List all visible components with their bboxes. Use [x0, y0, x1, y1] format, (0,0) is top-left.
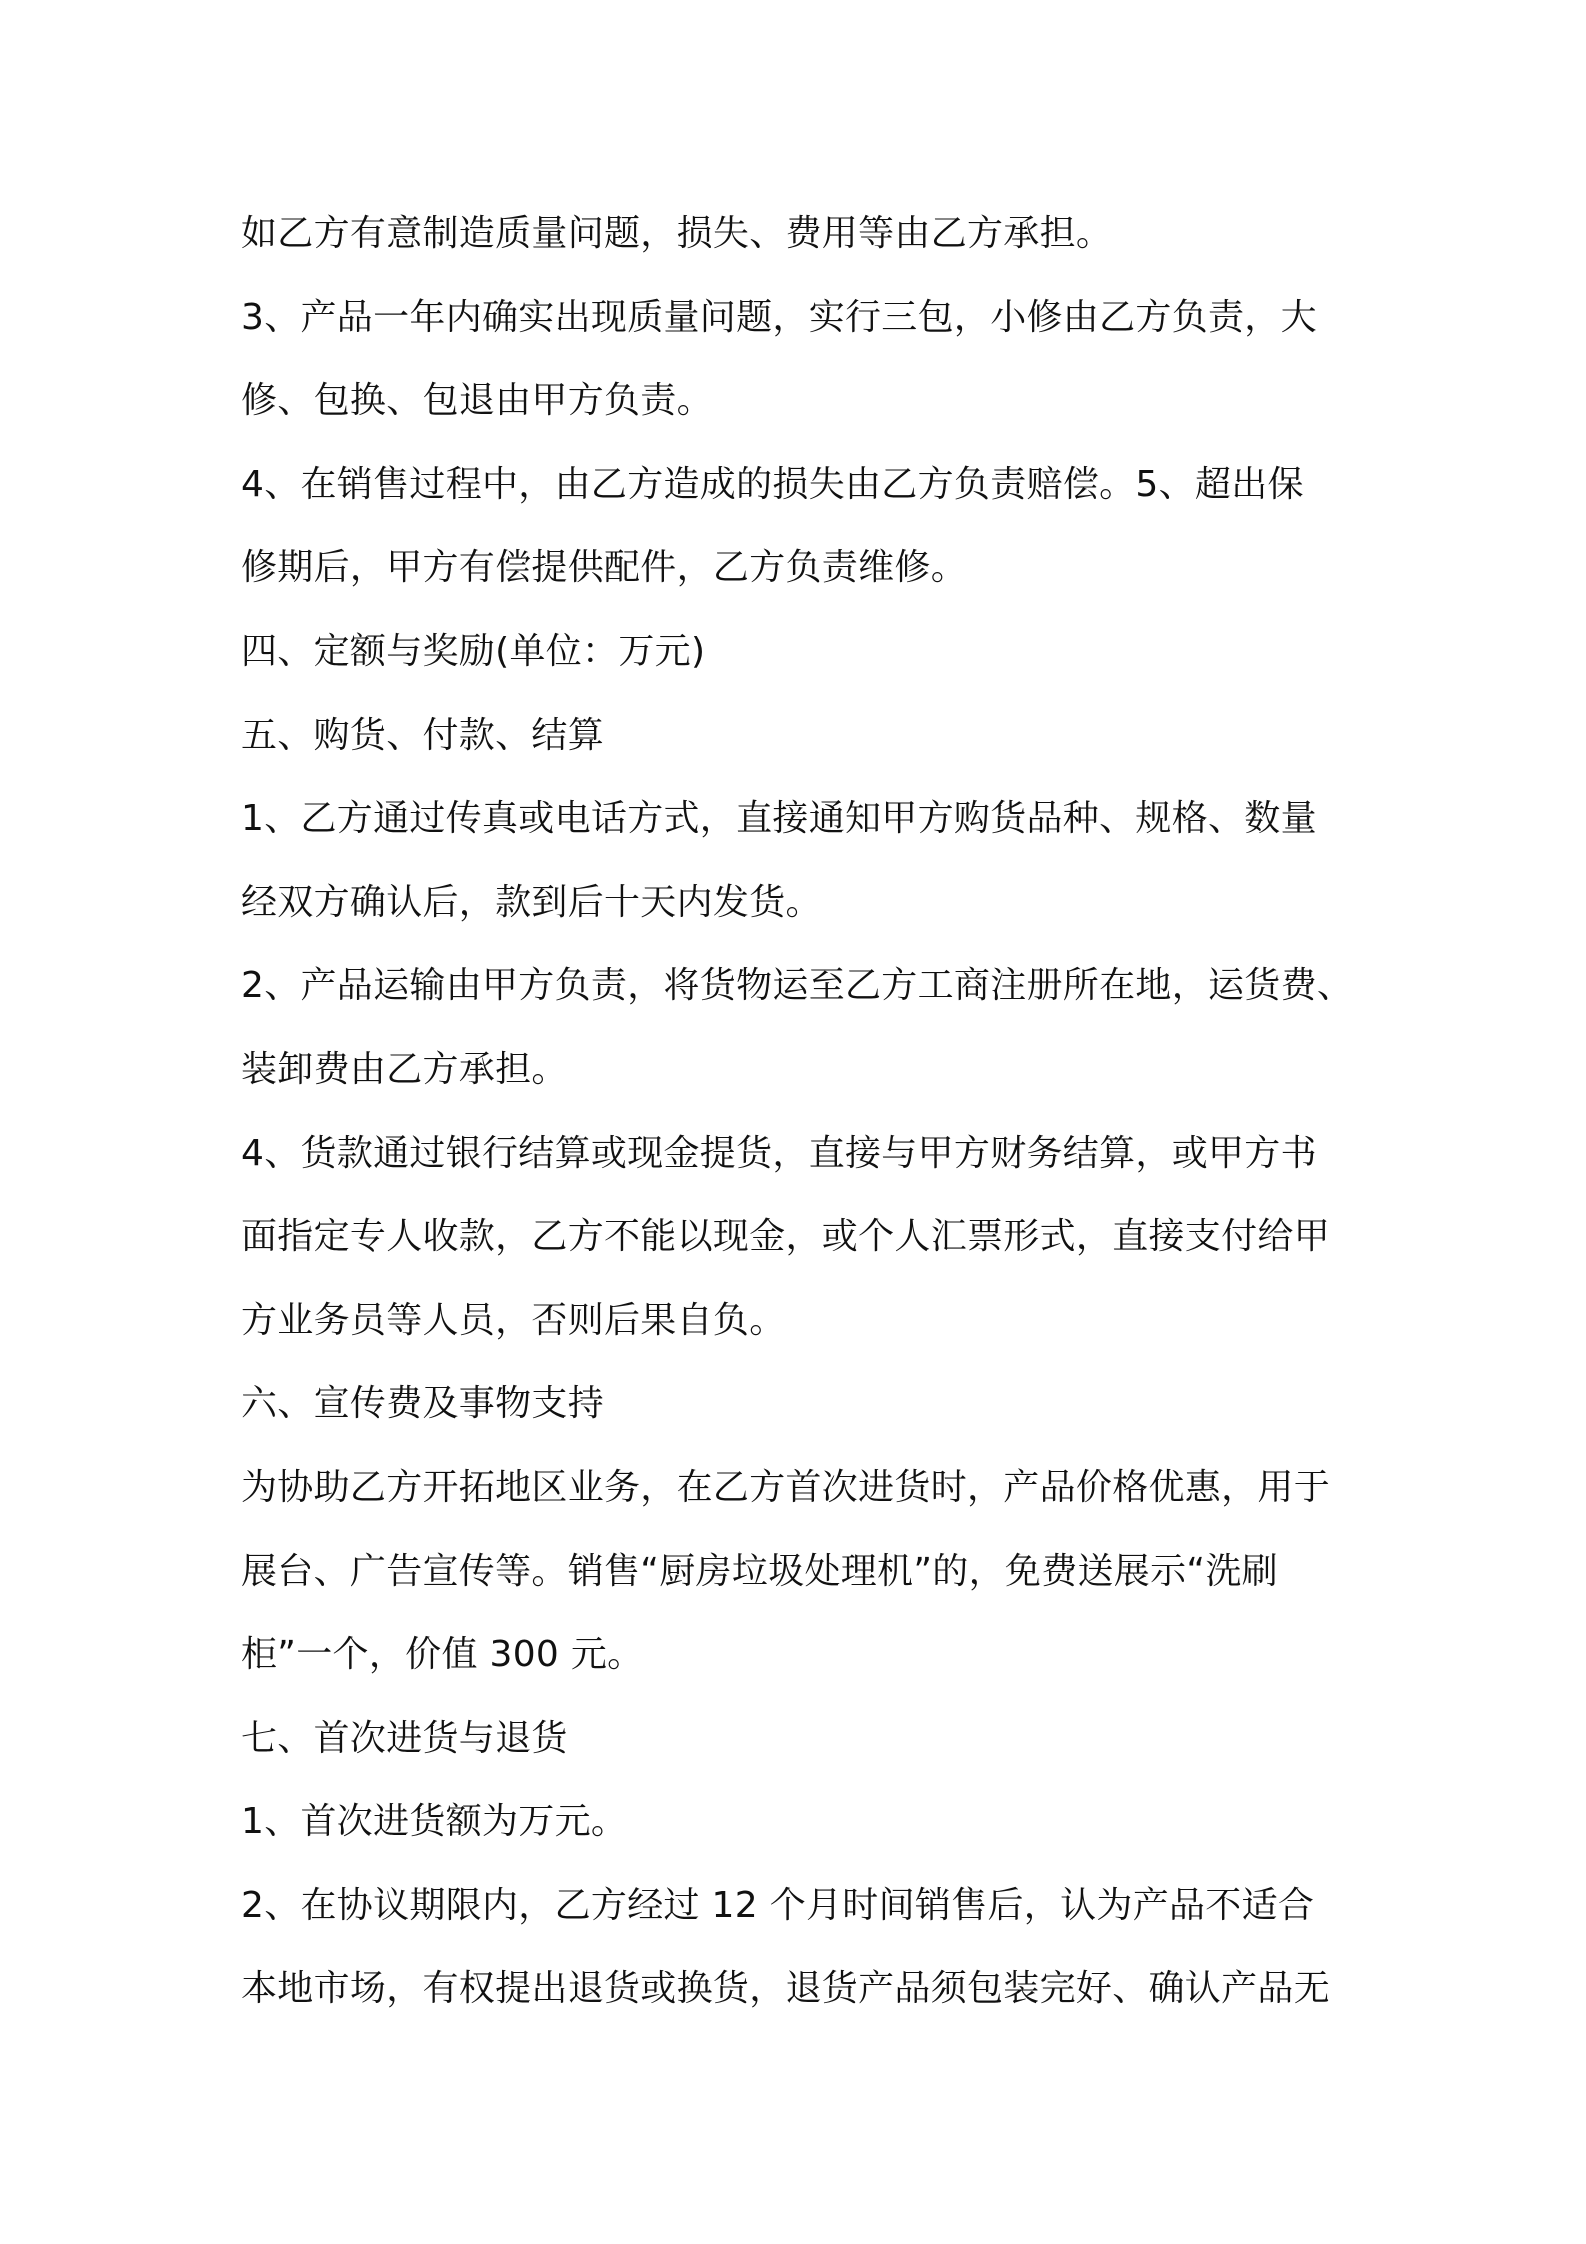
- text-line: 装卸费由乙方承担。: [241, 1048, 568, 1090]
- text-line: 1、首次进货额为万元。: [241, 1801, 628, 1843]
- text-line: 2、产品运输由甲方负责，将货物运至乙方工商注册所在地，运货费、: [241, 965, 1354, 1007]
- section-heading: 六、宣传费及事物支持: [241, 1383, 605, 1425]
- text-line: 本地市场，有权提出退货或换货，退货产品须包装完好、确认产品无: [241, 1968, 1331, 2010]
- text-line: 经双方确认后，款到后十天内发货。: [241, 881, 822, 923]
- text-line: 4、在销售过程中，由乙方造成的损失由乙方负责赔偿。5、超出保: [241, 463, 1304, 505]
- text-line: 3、产品一年内确实出现质量问题，实行三包，小修由乙方负责，大: [241, 296, 1317, 338]
- text-line: 1、乙方通过传真或电话方式，直接通知甲方购货品种、规格、数量: [241, 798, 1317, 840]
- text-line: 展台、广告宣传等。销售“厨房垃圾处理机”的，免费送展示“洗刷: [241, 1550, 1278, 1592]
- text-line: 为协助乙方开拓地区业务，在乙方首次进货时，产品价格优惠，用于: [241, 1466, 1331, 1508]
- text-line: 修、包换、包退由甲方负责。: [241, 380, 713, 422]
- text-line: 方业务员等人员，否则后果自负。: [241, 1299, 786, 1341]
- section-heading: 五、购货、付款、结算: [241, 714, 605, 756]
- text-line: 面指定专人收款，乙方不能以现金，或个人汇票形式，直接支付给甲: [241, 1216, 1331, 1258]
- section-heading: 四、定额与奖励(单位：万元): [241, 630, 706, 672]
- section-heading: 七、首次进货与退货: [241, 1717, 568, 1759]
- text-line: 4、货款通过银行结算或现金提货，直接与甲方财务结算，或甲方书: [241, 1132, 1317, 1174]
- text-line: 柜”一个，价值 300 元。: [241, 1634, 644, 1676]
- text-line: 如乙方有意制造质量问题，损失、费用等由乙方承担。: [241, 213, 1113, 254]
- document-body: [241, 192, 1371, 2031]
- text-line: 2、在协议期限内，乙方经过 12 个月时间销售后，认为产品不适合: [241, 1884, 1315, 1926]
- text-line: 修期后，甲方有偿提供配件，乙方负责维修。: [241, 547, 968, 589]
